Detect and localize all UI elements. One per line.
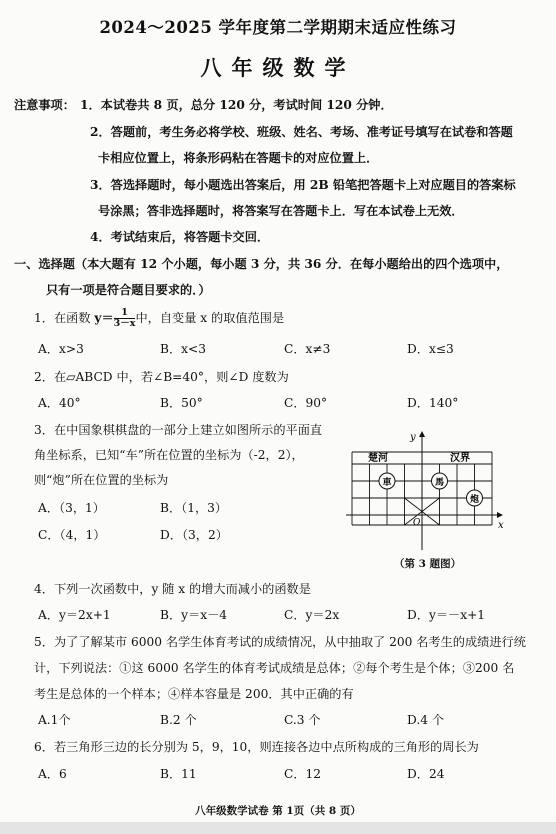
piece-pao: [467, 490, 483, 506]
question-3-line2: 角坐标系，已知“车”所在位置的坐标为（-2，2），: [34, 448, 304, 462]
q6-option-a: A．6: [38, 767, 67, 781]
q1-numerator: 1: [114, 308, 136, 319]
note-item: 号涂黑；答非选择题时，将答案写在答题卡上．写在本试卷上无效．: [98, 204, 464, 218]
q2-option-c: C．90°: [284, 396, 328, 410]
page-footer: 八年级数学试卷 第 1页（共 8 页）: [195, 805, 361, 817]
river-label-left: 楚河: [368, 453, 388, 464]
piece-che: [379, 473, 395, 489]
q1-option-d: D．x≤3: [407, 342, 454, 356]
svg-text:馬: 馬: [434, 478, 445, 488]
q1-suffix: 中，自变量 x 的取值范围是: [135, 311, 285, 325]
exam-title: 2024～2025 学年度第二学期期末适应性练习: [99, 18, 457, 37]
q4-option-d: D．y＝－x+1: [407, 608, 486, 622]
q1-prefix: 1．在函数: [34, 311, 95, 325]
q2-option-a: A．40°: [38, 396, 81, 410]
q4-option-b: B．y＝x－4: [160, 608, 228, 622]
q4-option-a: A．y＝2x+1: [38, 608, 111, 622]
q1-denominator: 3－x: [113, 318, 136, 329]
exam-subject: 八年级数学: [200, 55, 356, 80]
question-3-line3: 则“炮”所在位置的坐标为: [34, 473, 169, 487]
section-heading: 一、选择题（本大题有 12 个小题，每小题 3 分，共 36 分．在每小题给出的四个选项中，: [14, 257, 509, 271]
q1-option-b: B．x<3: [160, 342, 206, 356]
origin-label: O: [413, 518, 421, 528]
note-item: 3．答选择题时，每小题选出答案后，用 2B 铅笔把答题卡上对应题目的答案标: [90, 178, 516, 192]
q5-option-b: B.2 个: [160, 713, 197, 727]
q3-option-a: A．（3，1）: [38, 501, 105, 515]
question-5-line1: 5．为了了解某市 6000 名学生体育考试的成绩情况，从中抽取了 200 名考生的成绩进行统: [34, 635, 526, 649]
q5-option-d: D.4 个: [407, 713, 445, 727]
question-5-line2: 计，下列说法：①这 6000 名学生的体育考试成绩是总体；②每个考生是个体；③200 名: [34, 661, 515, 675]
q3-option-c: C．（4，1）: [38, 528, 106, 542]
figure-caption: （第 3 题图）: [394, 558, 462, 570]
q5-option-a: A.1个: [38, 713, 71, 727]
q6-option-c: C．12: [284, 767, 322, 781]
note-item: 4．考试结束后，将答题卡交回．: [90, 230, 270, 244]
q1-option-c: C．x≠3: [284, 342, 331, 356]
x-axis-label: x: [498, 520, 504, 531]
note-item: 1．本试卷共 8 页，总分 120 分，考试时间 120 分钟．: [80, 98, 393, 112]
q6-option-d: D．24: [407, 767, 445, 781]
page-edge: [0, 822, 556, 834]
q3-option-b: B．（1，3）: [160, 501, 228, 515]
y-axis-label: y: [410, 432, 416, 443]
q4-option-c: C．y＝2x: [284, 608, 340, 622]
notes-label: 注意事项：: [14, 98, 75, 112]
section-heading-cont: 只有一项是符合题目要求的．）: [46, 283, 211, 297]
note-item: 2．答题前，考生务必将学校、班级、姓名、考场、准考证号填写在试卷和答题: [90, 125, 513, 139]
question-6: 6．若三角形三边的长分别为 5，9，10，则连接各边中点所构成的三角形的周长为: [34, 740, 479, 754]
q3-option-d: D．（3，2）: [160, 528, 228, 542]
note-item: 卡相应位置上，将条形码粘在答题卡的对应位置上．: [98, 151, 379, 165]
piece-ma: [432, 473, 448, 489]
q2-option-b: B．50°: [160, 396, 203, 410]
q2-option-d: D．140°: [407, 396, 459, 410]
q1-fraction: [114, 308, 136, 329]
svg-text:炮: 炮: [469, 495, 480, 505]
question-5-line3: 考生是总体的一个样本；④样本容量是 200．其中正确的有: [34, 687, 354, 701]
q6-option-b: B．11: [160, 767, 197, 781]
chess-board-figure: [342, 428, 506, 554]
q5-option-c: C.3 个: [284, 713, 321, 727]
question-3-line1: 3．在中国象棋棋盘的一部分上建立如图所示的平面直: [34, 423, 323, 437]
question-4: 4．下列一次函数中，y 随 x 的增大而减小的函数是: [34, 582, 311, 596]
q1-option-a: A．x>3: [38, 342, 84, 356]
q1-function: y＝: [94, 311, 114, 325]
question-2: 2．在▱ABCD 中，若∠B=40°，则∠D 度数为: [34, 370, 289, 384]
question-1: [34, 307, 284, 329]
svg-text:車: 車: [382, 478, 392, 488]
river-label-right: 汉界: [450, 453, 470, 464]
